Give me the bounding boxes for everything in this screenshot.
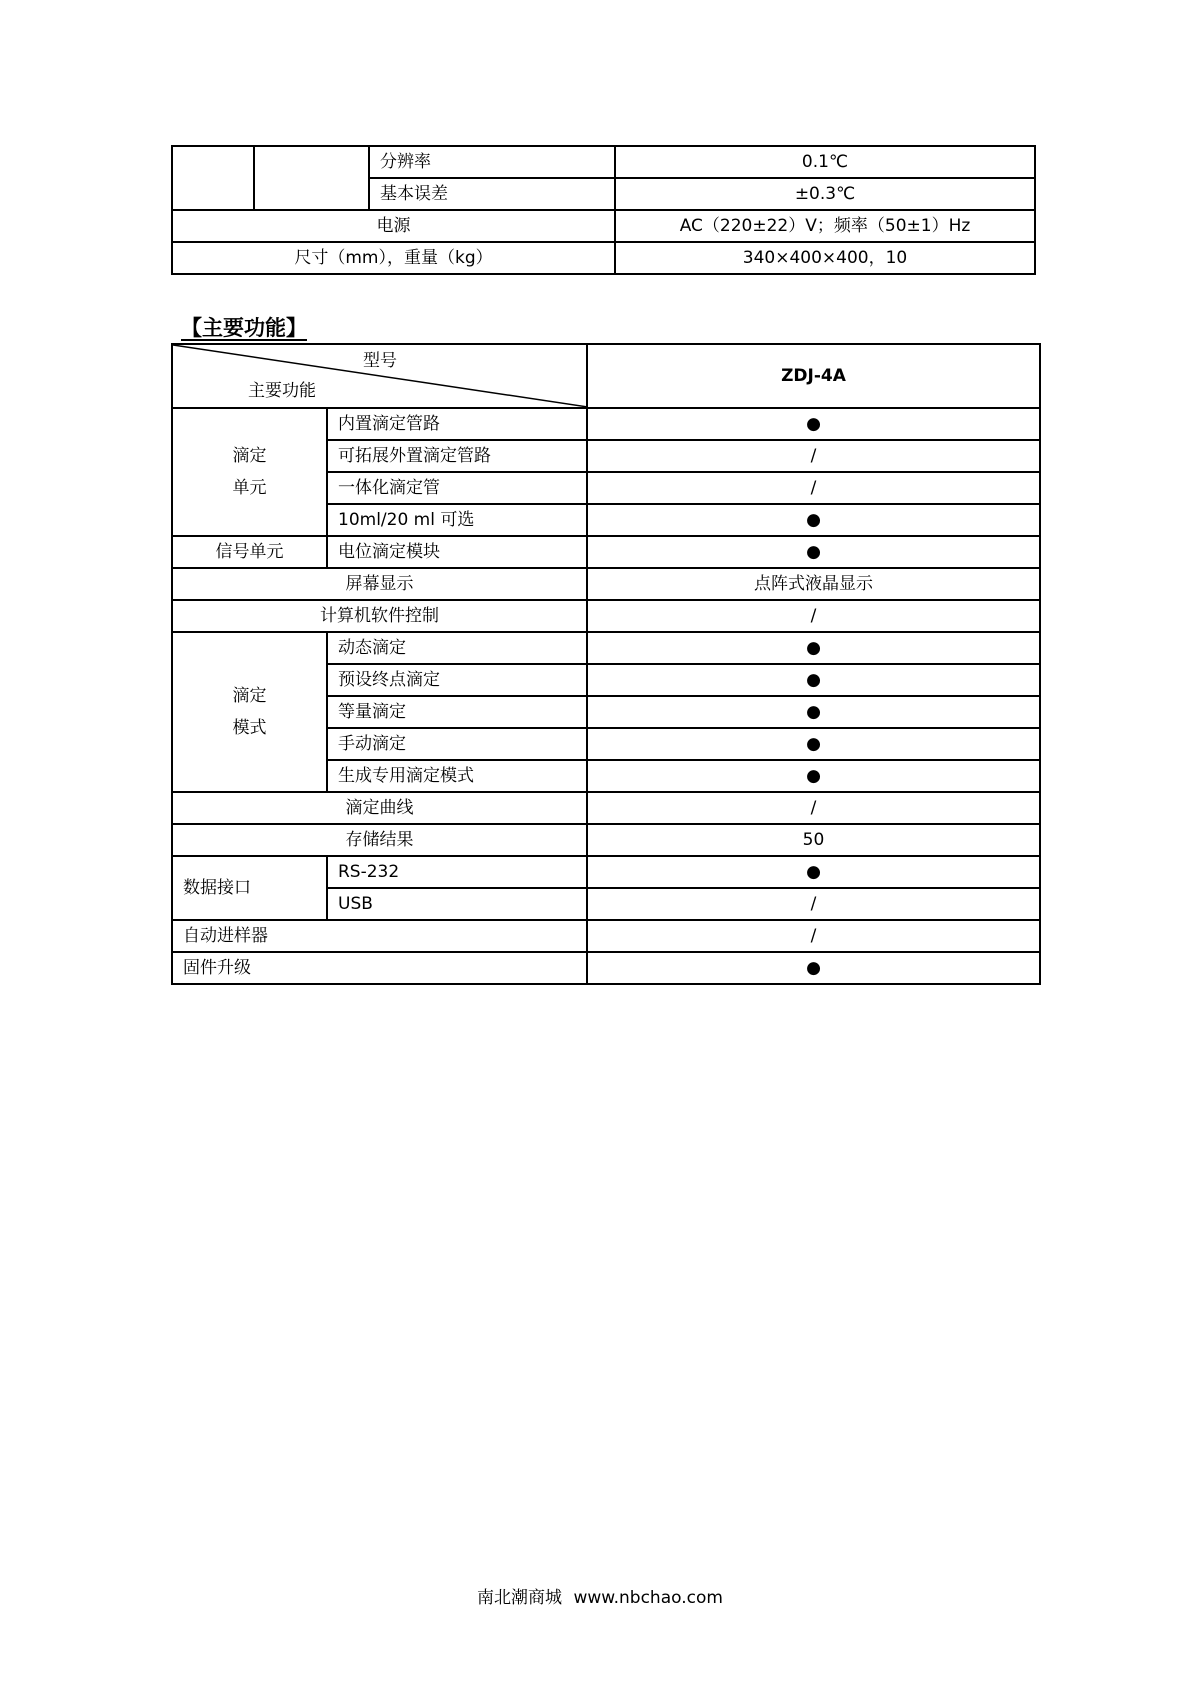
function-label: 自动进样器 xyxy=(172,920,587,952)
function-label: 内置滴定管路 xyxy=(327,408,587,440)
function-value: ● xyxy=(587,632,1040,664)
function-value: / xyxy=(587,792,1040,824)
table-row xyxy=(172,408,1040,440)
footer-site-name: 南北潮商城 xyxy=(477,1588,563,1608)
table-row xyxy=(172,600,1040,632)
function-label: 固件升级 xyxy=(172,952,587,984)
function-label: 存储结果 xyxy=(172,824,587,856)
function-value: ● xyxy=(587,696,1040,728)
function-label: 电位滴定模块 xyxy=(327,536,587,568)
function-value: / xyxy=(587,600,1040,632)
function-value: ● xyxy=(587,664,1040,696)
function-label: 计算机软件控制 xyxy=(172,600,587,632)
function-label: 手动滴定 xyxy=(327,728,587,760)
function-label: RS-232 xyxy=(327,856,587,888)
table-row xyxy=(172,536,1040,568)
table-row xyxy=(172,952,1040,984)
table-header-row xyxy=(172,344,1040,408)
spec-value: AC（220±22）V；频率（50±1）Hz xyxy=(615,210,1035,242)
function-value: ● xyxy=(587,856,1040,888)
function-label: 等量滴定 xyxy=(327,696,587,728)
table-row xyxy=(172,568,1040,600)
spec-table xyxy=(171,145,1036,275)
table-row xyxy=(172,856,1040,888)
spec-label: 分辨率 xyxy=(369,146,615,178)
spec-label: 电源 xyxy=(172,210,615,242)
function-value: ● xyxy=(587,536,1040,568)
function-value: ● xyxy=(587,760,1040,792)
function-label: 动态滴定 xyxy=(327,632,587,664)
function-value: / xyxy=(587,920,1040,952)
header-model-label: 型号 xyxy=(363,351,397,371)
table-row xyxy=(172,242,1035,274)
spec-label: 基本误差 xyxy=(369,178,615,210)
function-label: USB xyxy=(327,888,587,920)
page-footer xyxy=(0,1583,1200,1608)
function-value: ● xyxy=(587,504,1040,536)
spec-empty-cell xyxy=(254,146,369,210)
group-titration-mode: 滴定 模式 xyxy=(172,632,327,792)
group-data-interface: 数据接口 xyxy=(172,856,327,920)
function-label: 10ml/20 ml 可选 xyxy=(327,504,587,536)
function-value: ● xyxy=(587,728,1040,760)
table-row xyxy=(172,920,1040,952)
function-value: 50 xyxy=(587,824,1040,856)
function-label: 一体化滴定管 xyxy=(327,472,587,504)
section-title: 【主要功能】 xyxy=(181,316,307,340)
function-table xyxy=(171,343,1041,985)
function-label: 预设终点滴定 xyxy=(327,664,587,696)
function-value: ● xyxy=(587,952,1040,984)
table-row xyxy=(172,146,1035,178)
function-value: / xyxy=(587,440,1040,472)
function-label: 生成专用滴定模式 xyxy=(327,760,587,792)
table-row xyxy=(172,824,1040,856)
table-row xyxy=(172,792,1040,824)
spec-empty-cell xyxy=(172,146,254,210)
spec-value: ±0.3℃ xyxy=(615,178,1035,210)
function-value: 点阵式液晶显示 xyxy=(587,568,1040,600)
spec-label: 尺寸（mm），重量（kg） xyxy=(172,242,615,274)
function-value: / xyxy=(587,472,1040,504)
function-label: 屏幕显示 xyxy=(172,568,587,600)
function-label: 可拓展外置滴定管路 xyxy=(327,440,587,472)
group-signal-unit: 信号单元 xyxy=(172,536,327,568)
header-function-label: 主要功能 xyxy=(248,381,316,401)
group-titration-unit: 滴定 单元 xyxy=(172,408,327,536)
footer-url[interactable]: www.nbchao.com xyxy=(573,1588,723,1608)
spec-value: 340×400×400，10 xyxy=(615,242,1035,274)
function-value: / xyxy=(587,888,1040,920)
function-value: ● xyxy=(587,408,1040,440)
table-row xyxy=(172,210,1035,242)
spec-value: 0.1℃ xyxy=(615,146,1035,178)
function-label: 滴定曲线 xyxy=(172,792,587,824)
table-row xyxy=(172,632,1040,664)
diagonal-header-cell xyxy=(172,344,587,408)
model-name: ZDJ-4A xyxy=(587,344,1040,408)
